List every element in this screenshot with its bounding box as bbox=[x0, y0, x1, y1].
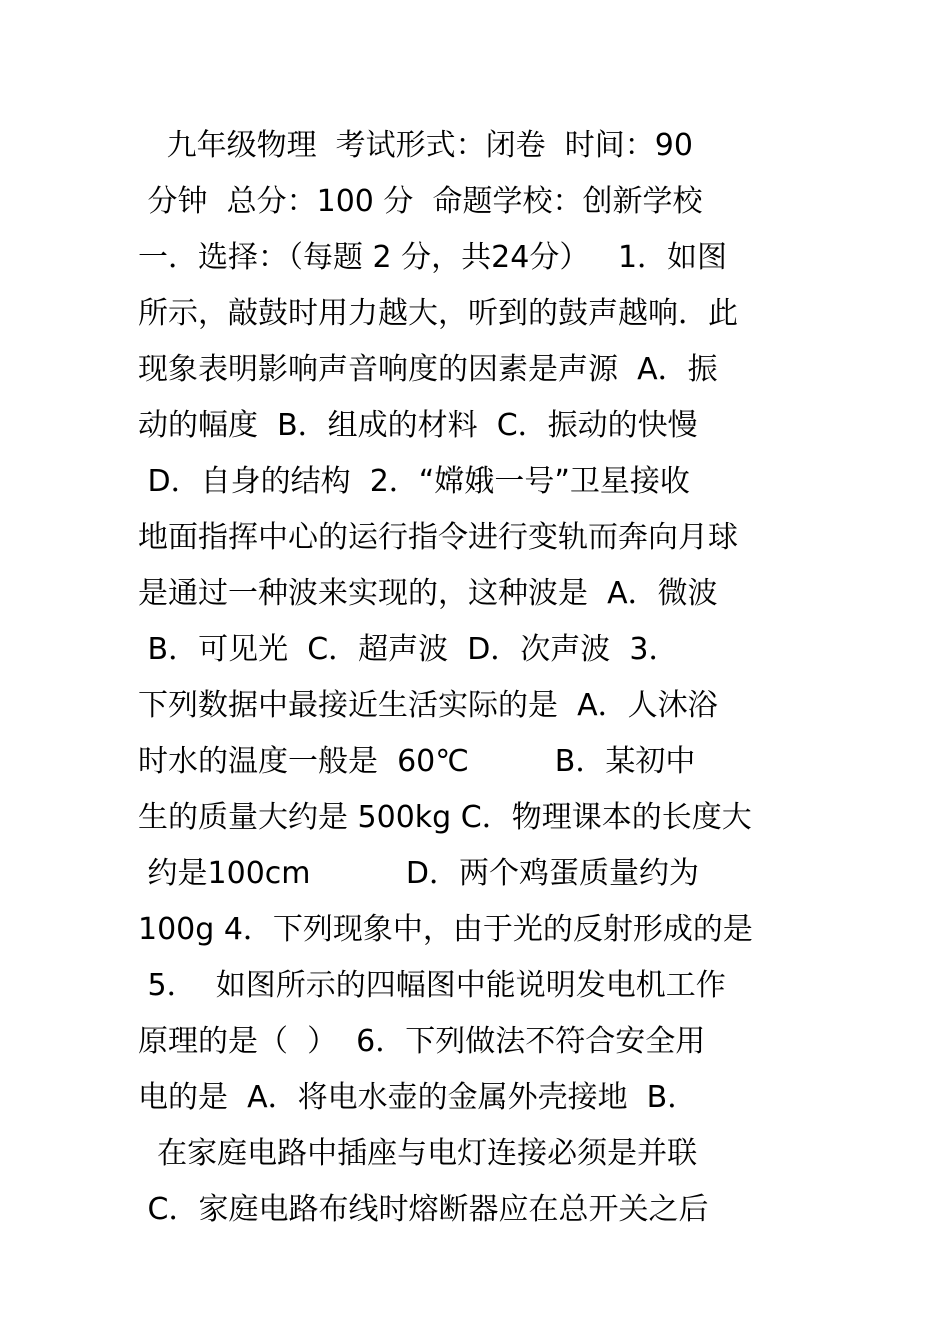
text-line: 九年级物理 考试形式：闭卷 时间：90 bbox=[138, 128, 693, 163]
text-line: 分钟 总分：100 分 命题学校：创新学校 bbox=[138, 184, 703, 219]
text-line: 动的幅度 B．组成的材料 C．振动的快慢 bbox=[138, 408, 698, 443]
text-line: 约是100cm D．两个鸡蛋质量约为 bbox=[138, 856, 699, 891]
text-line: 100g 4．下列现象中，由于光的反射形成的是 bbox=[138, 912, 753, 947]
text-line: 在家庭电路中插座与电灯连接必须是并联 bbox=[138, 1136, 698, 1171]
text-line: 5． 如图所示的四幅图中能说明发电机工作 bbox=[138, 968, 726, 1003]
text-line: 下列数据中最接近生活实际的是 A．人沐浴 bbox=[138, 688, 718, 723]
text-line: 电的是 A．将电水壶的金属外壳接地 B． bbox=[138, 1080, 698, 1115]
text-line: 时水的温度一般是 60℃ B．某初中 bbox=[138, 744, 696, 779]
text-line: C．家庭电路布线时熔断器应在总开关之后 bbox=[138, 1192, 709, 1227]
text-line: B．可见光 C．超声波 D．次声波 3． bbox=[138, 632, 679, 667]
text-line: 一．选择：（每题 2 分，共24分） 1．如图 bbox=[138, 240, 728, 275]
text-line: 地面指挥中心的运行指令进行变轨而奔向月球 bbox=[138, 520, 738, 555]
text-line: 原理的是（ ） 6．下列做法不符合安全用 bbox=[138, 1024, 706, 1059]
text-line: 现象表明影响声音响度的因素是声源 A．振 bbox=[138, 352, 718, 387]
text-line: 是通过一种波来实现的，这种波是 A．微波 bbox=[138, 576, 718, 611]
text-line: D．自身的结构 2．“嫦娥一号”卫星接收 bbox=[138, 464, 690, 499]
text-line: 生的质量大约是 500kg C．物理课本的长度大 bbox=[138, 800, 752, 835]
text-line: 所示，敲鼓时用力越大，听到的鼓声越响．此 bbox=[138, 296, 738, 331]
